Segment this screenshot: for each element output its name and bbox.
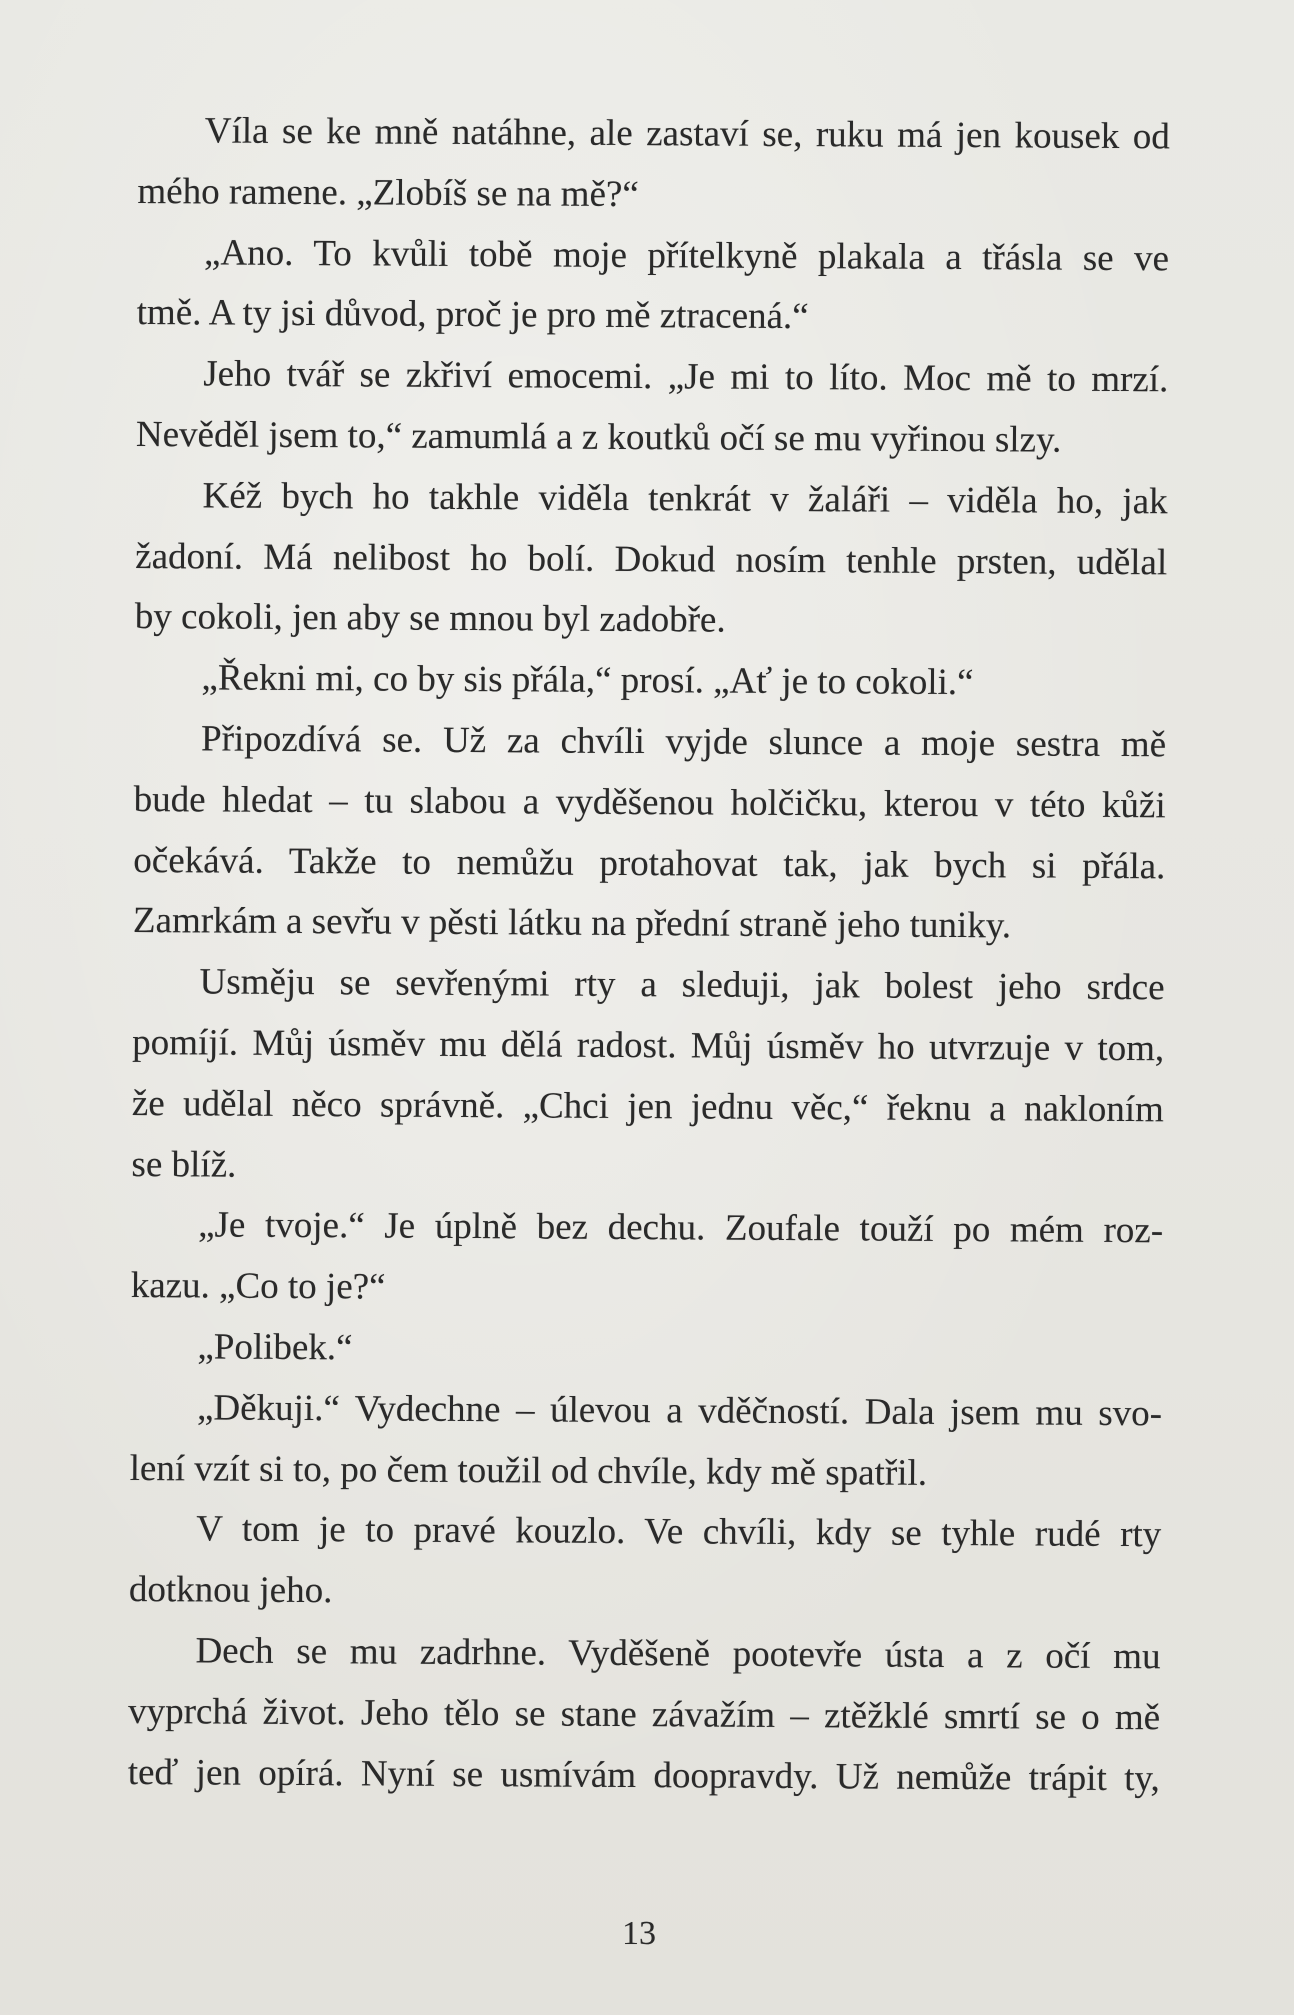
text-line: kazu. „Co to je?“ (130, 1265, 386, 1308)
text-line: mého ramene. „Zlobíš se na mě?“ (137, 170, 639, 215)
paragraph (135, 466, 1168, 655)
text-line: lení vzít si to, po čem toužil od chvíle, kdy mě spatřil. (129, 1447, 928, 1494)
paragraph (129, 1378, 1162, 1506)
paragraph (133, 709, 1166, 958)
text-line: Víla se ke mně natáhne, ale zastaví se, ruku má jen kousek od (204, 110, 1170, 158)
text-line: Dech se mu zadrhne. Vyděšeně pootevře ústa a z očí mu (195, 1630, 1161, 1678)
paragraph (128, 1621, 1161, 1810)
text-line: se blíž. (131, 1143, 237, 1186)
text-line: Usměju se sevřenými rty a sleduji, jak bolest jeho srdce (199, 961, 1165, 1009)
paragraph (137, 101, 1170, 229)
text-line: Zamrkám a sevřu v pěsti látku na přední straně jeho tuniky. (132, 900, 1012, 947)
paragraph (134, 648, 1166, 715)
text-line: by cokoli, jen aby se mnou byl zadobře. (134, 596, 726, 641)
text-line: teď jen opírá. Nyní se usmívám doopravdy. Už nemůže trápit ty, (127, 1751, 1160, 1799)
text-block (128, 101, 1170, 1810)
paragraph (129, 1499, 1162, 1627)
paragraph (131, 952, 1164, 1201)
text-line: „Ano. To kvůli tobě moje přítelkyně plakala a třásla se ve (203, 232, 1170, 279)
text-line: „Je tvoje.“ Je úplně bez dechu. Zoufale touží po mém roz- (198, 1204, 1164, 1252)
text-line: dotknou jeho. (128, 1569, 333, 1612)
text-line: Kéž bych ho takhle viděla tenkrát v žaláři – viděla ho, jak (202, 475, 1168, 523)
text-line: „Polibek.“ (197, 1326, 353, 1369)
text-line: že udělal něco správně. „Chci jen jednu věc,“ řeknu a nakloním (131, 1082, 1164, 1131)
text-line: „Děkuji.“ Vydechne – úlevou a vděčností. Dala jsem mu svo- (196, 1387, 1163, 1435)
text-line: V tom je to pravé kouzlo. Ve chvíli, kdy se tyhle rudé rty (196, 1508, 1162, 1556)
paragraph (137, 223, 1170, 351)
text-line: Nevěděl jsem to,“ zamumlá a z koutků očí se mu vyřinou slzy. (135, 413, 1062, 461)
text-line: pomíjí. Můj úsměv mu dělá radost. Můj úsměv ho utvrzuje v tom, (132, 1021, 1165, 1070)
paragraph (131, 1195, 1164, 1323)
paragraph (136, 344, 1169, 472)
text-line: žadoní. Má nelibost ho bolí. Dokud nosím tenhle prsten, udělal (135, 535, 1168, 583)
text-line: tmě. A ty jsi důvod, proč je pro mě ztracená.“ (136, 292, 809, 338)
text-line: Připozdívá se. Už za chvíli vyjde slunce a moje sestra mě (200, 718, 1167, 766)
text-line: Jeho tvář se zkřiví emocemi. „Je mi to líto. Moc mě to mrzí. (203, 353, 1169, 401)
page-number: 13 (622, 1915, 656, 1952)
text-line: očekává. Takže to nemůžu protahovat tak, jak bych si přála. (133, 839, 1166, 887)
paragraph (130, 1317, 1162, 1384)
text-line: bude hledat – tu slabou a vyděšenou holčičku, kterou v této kůži (133, 778, 1166, 827)
text-line: „Řekni mi, co by sis přála,“ prosí. „Ať je to cokoli.“ (201, 657, 974, 704)
text-line: vyprchá život. Jeho tělo se stane závažím – ztěžklé smrtí se o mě (128, 1690, 1161, 1738)
